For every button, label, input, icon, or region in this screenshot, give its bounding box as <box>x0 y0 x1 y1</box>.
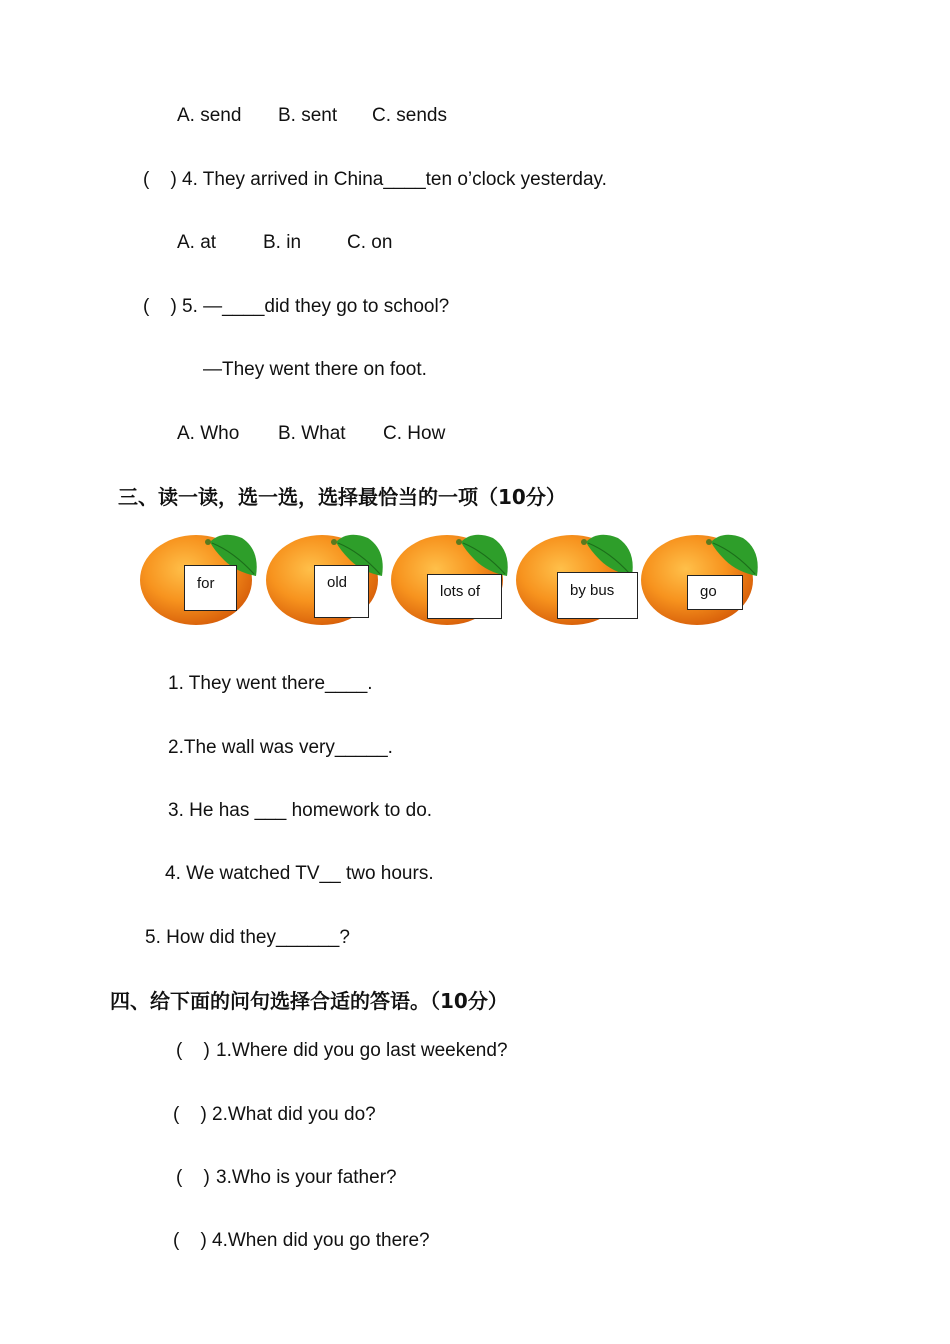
q5-option-c: C. How <box>383 423 446 444</box>
s4-q4-paren: ( ) <box>173 1230 207 1251</box>
s4-q1-text: 1.Where did you go last weekend? <box>216 1040 508 1061</box>
s3-question-1: 1. They went there____. <box>168 673 373 694</box>
section4-title: 四、给下面的问句选择合适的答语。（10分） <box>110 989 508 1013</box>
s4-q1-paren: ( ) <box>176 1040 210 1061</box>
s4-q3-text: 3.Who is your father? <box>216 1167 397 1188</box>
q4-option-b: B. in <box>263 232 302 253</box>
s4-q2-paren: ( ) <box>173 1104 207 1125</box>
q4-text: 4. They arrived in China____ten o’clock yesterday. <box>182 169 607 190</box>
word-box-5-label: go <box>700 583 717 600</box>
q5-answer-line: —They went there on foot. <box>203 359 427 380</box>
q3-option-b: B. sent <box>278 105 338 126</box>
q5-option-a: A. Who <box>177 423 240 444</box>
q5-answer-paren: ( ) <box>143 296 177 317</box>
s3-question-2: 2.The wall was very_____. <box>168 737 393 758</box>
word-box-5 <box>687 575 743 610</box>
q4-option-a: A. at <box>177 232 217 253</box>
s3-question-5: 5. How did they______? <box>145 927 350 948</box>
q4-option-c: C. on <box>347 232 393 253</box>
word-box-1 <box>184 565 237 611</box>
q5-text: 5. —____did they go to school? <box>182 296 450 317</box>
q4-answer-paren: ( ) <box>143 169 177 190</box>
s4-q4-text: 4.When did you go there? <box>212 1230 430 1251</box>
word-box-4 <box>557 572 638 619</box>
s3-question-4: 4. We watched TV__ two hours. <box>165 863 434 884</box>
q3-option-c: C. sends <box>372 105 447 126</box>
q3-option-a: A. send <box>177 105 242 126</box>
word-box-1-label: for <box>197 575 215 592</box>
word-box-2-label: old <box>327 574 348 591</box>
s4-q3-paren: ( ) <box>176 1167 210 1188</box>
section3-title: 三、读一读，选一选，选择最恰当的一项（10分） <box>118 485 566 509</box>
word-box-4-label: by bus <box>570 582 615 599</box>
q5-option-b: B. What <box>278 423 346 444</box>
word-box-2 <box>314 565 369 618</box>
s3-question-3: 3. He has ___ homework to do. <box>168 800 433 821</box>
s4-q2-text: 2.What did you do? <box>212 1104 376 1125</box>
word-box-3-label: lots of <box>440 583 481 600</box>
word-box-3 <box>427 574 502 619</box>
